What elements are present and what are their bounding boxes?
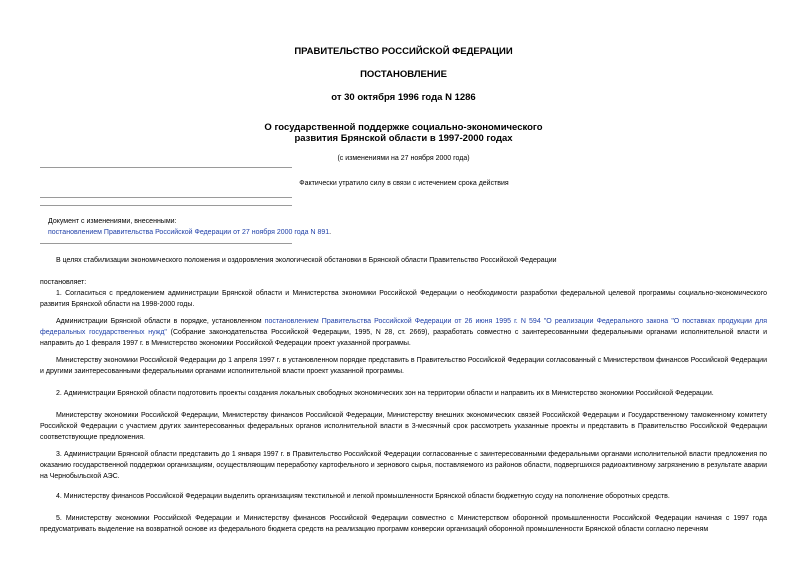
amendment-link[interactable]: постановлением Правительства Российской Федерации от 27 ноября 2000 года N 891 xyxy=(48,229,330,236)
date-number: от 30 октября 1996 года N 1286 xyxy=(331,92,476,103)
paragraph-1c: Министерству экономики Российской Федерации до 1 апреля 1997 г. в установленном порядке представить в Правительство Российской Федерации согласованный с Министерством финансов Российской Федерации и другими заинтересованными федеральными органами исполнительной власти проект указанной программы. xyxy=(40,357,767,375)
title-line-1: О государственной поддержке социально-экономического xyxy=(264,122,543,133)
amendment-suffix: . xyxy=(329,229,332,236)
paragraph-1: 1. Согласиться с предложением администрации Брянской области и Министерства экономики Российской Федерации о необходимости разработки федеральной целевой программы социально-экономического развития Брянской области на 1998-2000 годы. xyxy=(40,290,767,308)
paragraph-1b-text-b: (Собрание законодательства Российской Федерации, 1995, N 28, ст. 2669), разработать совместно с заинтересованными федеральными органами исполнительной власти и направить до 1 февраля 1997 г. в Министерство экономики Российской Федерации проект указанной программы. xyxy=(40,329,767,347)
status-note: Фактически утратило силу в связи с истечением срока действия xyxy=(299,180,509,187)
divider xyxy=(40,197,292,198)
paragraph-5: 5. Министерству экономики Российской Федерации и Министерству финансов Российской Федерации совместно с Министерством оборонной промышленности Российской Федерации начиная с 1997 года предусматривать выделение на возвратной основе из федерального бюджета средств на реализацию программ конверсии организаций оборонной промышленности Брянской области согласно перечням xyxy=(40,515,767,533)
amendments-intro: Документ с изменениями, внесенными: xyxy=(48,218,177,225)
paragraph-4: 4. Министерству финансов Российской Федерации выделить организациям текстильной и легкой промышленности Брянской области бюджетную ссуду на пополнение оборотных средств. xyxy=(56,493,670,500)
document-type: ПОСТАНОВЛЕНИЕ xyxy=(360,69,447,80)
divider xyxy=(40,205,292,206)
paragraph-2b: Министерству экономики Российской Федерации, Министерству финансов Российской Федерации, Министерству внешних экономических связей Российской Федерации и Государственному таможенному комитету Российской Федерации с участием других заинтересованных федеральных органов исполнительной власти в 3-месячный срок рассмотреть указанные проекты и представить в Правительство Российской Федерации соответствующие предложения. xyxy=(40,412,767,441)
title-line-2: развития Брянской области в 1997-2000 годах xyxy=(294,133,513,144)
government-heading: ПРАВИТЕЛЬСТВО РОССИЙСКОЙ ФЕДЕРАЦИИ xyxy=(294,46,513,57)
paragraph-2: 2. Администрации Брянской области подготовить проекты создания локальных свободных экономических зон на территории области и направить их в Министерство экономики Российской Федерации. xyxy=(56,390,714,397)
intro-paragraph: В целях стабилизации экономического положения и оздоровления экологической обстановки в Брянской области Правительство Российской Федерации xyxy=(56,257,557,264)
amendments-block xyxy=(48,216,331,238)
divider xyxy=(40,167,292,168)
document-title xyxy=(0,122,807,144)
resolves-paragraph: постановляет: xyxy=(40,279,87,286)
resolution-594-link[interactable]: постановлением Правительства Российской Федерации от 26 июня 1995 г. N 594 "О реализации Федерального закона "О поставках продукции для федеральных государственных нужд" xyxy=(40,318,767,336)
divider xyxy=(40,243,292,244)
paragraph-1b xyxy=(40,316,767,349)
paragraph-1b-text-a: Администрации Брянской области в порядке, установленном xyxy=(56,318,265,325)
paragraph-3: 3. Администрации Брянской области представить до 1 января 1997 г. в Правительство Российской Федерации согласованные с заинтересованными федеральными органами исполнительной власти предложения по оказанию государственной поддержки организациям, осуществляющим переработку картофельного и зернового сырья, поставляемого из районов области, подвергшихся радиоактивному загрязнению в результате аварии на Чернобыльской АЭС. xyxy=(40,451,767,480)
changes-note: (с изменениями на 27 ноября 2000 года) xyxy=(337,155,470,162)
